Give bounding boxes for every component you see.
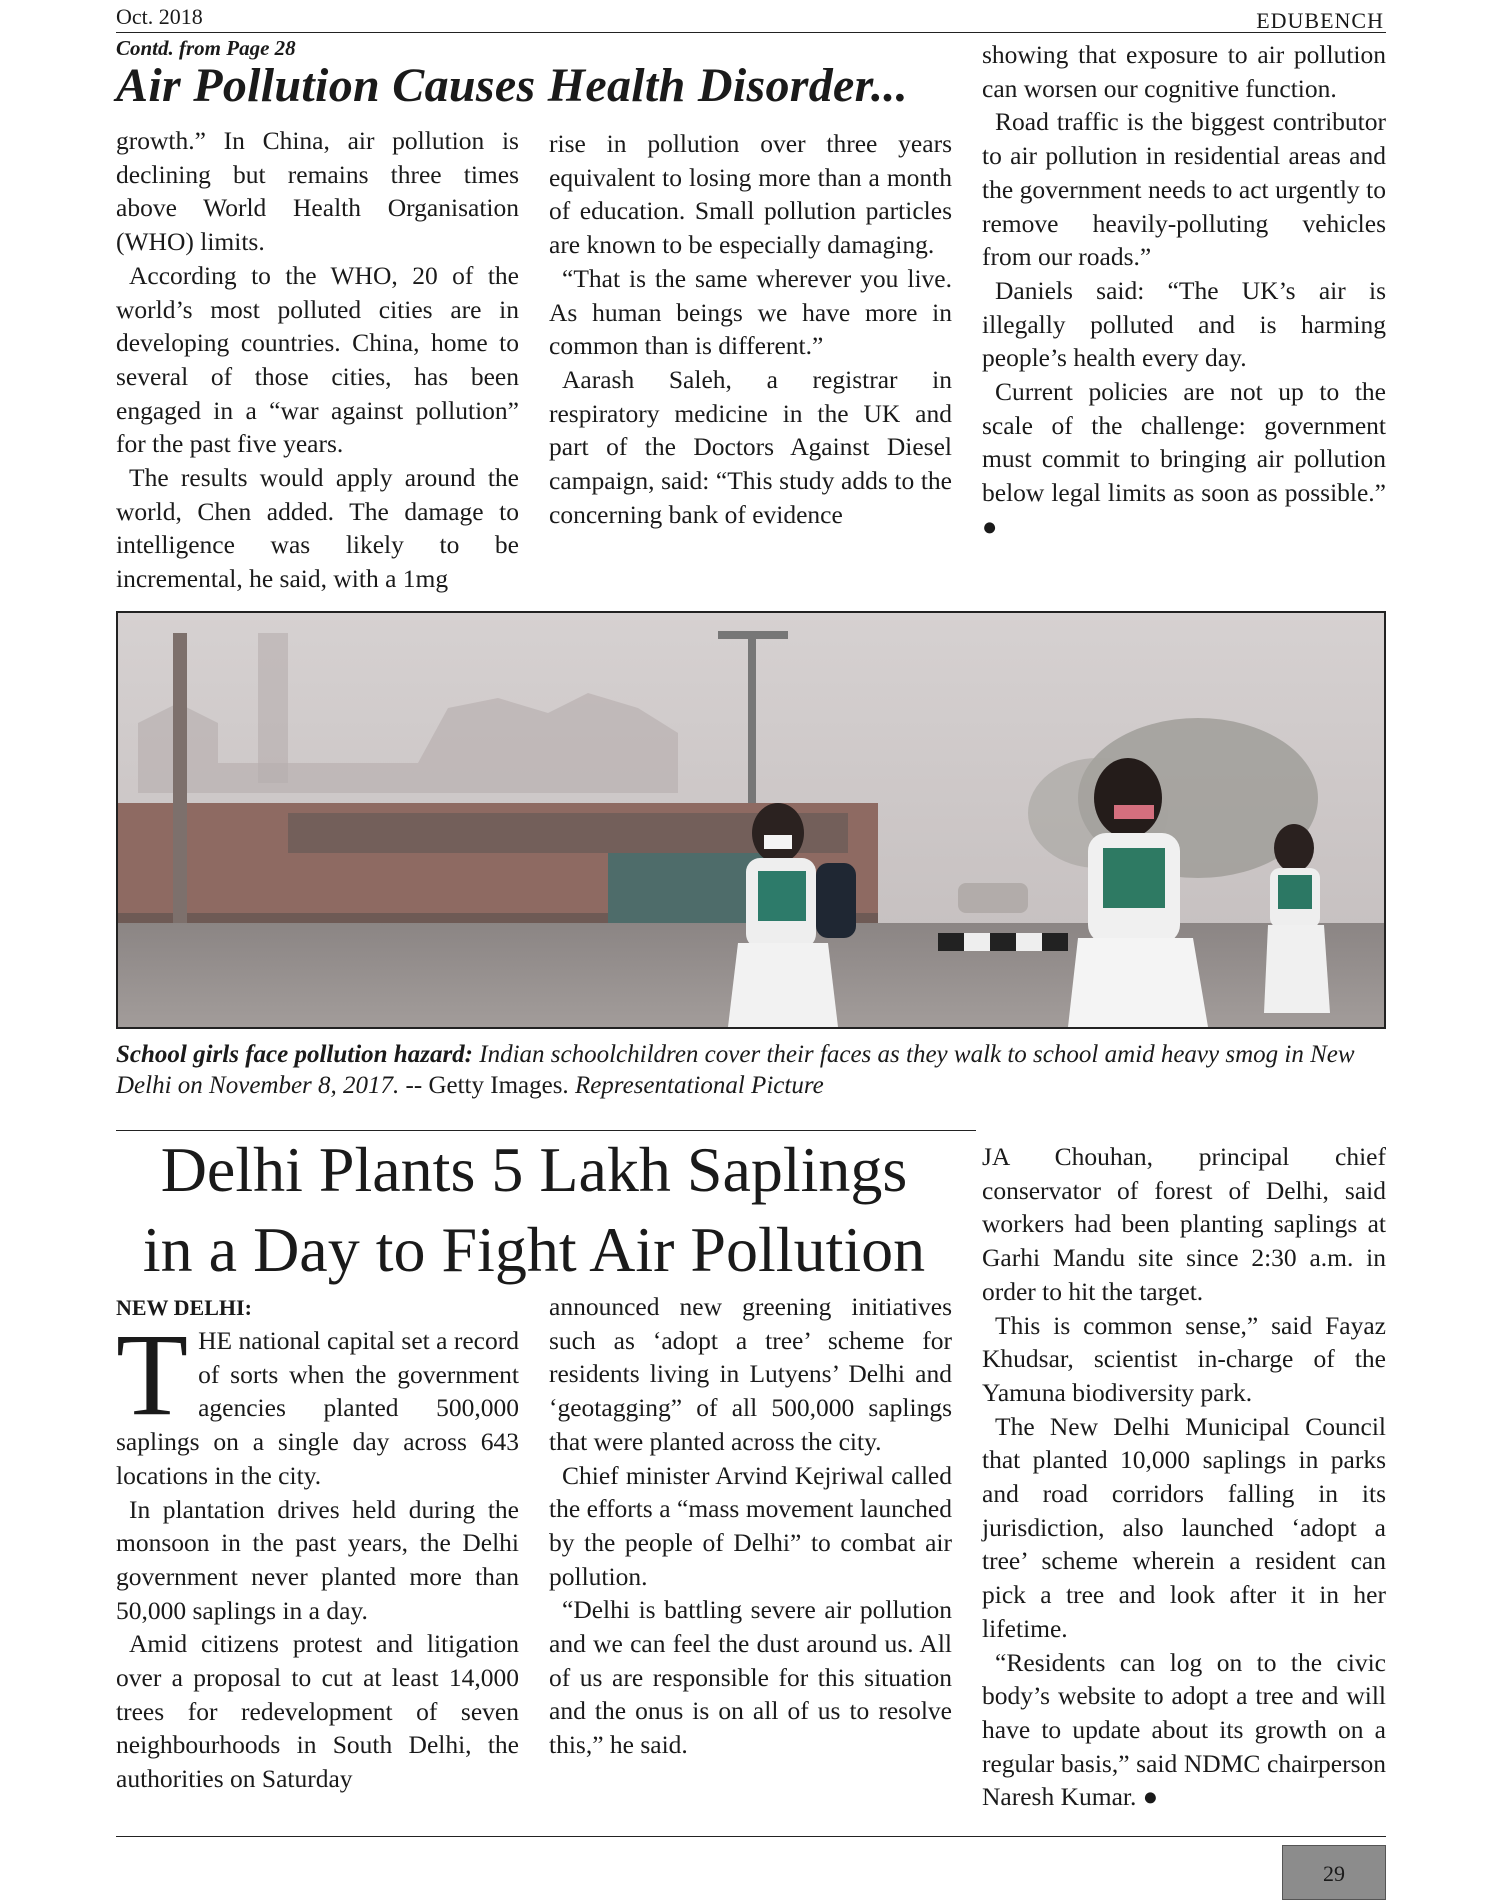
photo-caption	[116, 1040, 1386, 1101]
paragraph: Road traffic is the biggest contributor to air pollution in residential areas and the government needs to act urgently to remove heavily-polluting vehicles from our roads.”	[982, 107, 1386, 272]
paragraph: Current policies are not up to the scale of the challenge: government must commit to bringing air pollution below legal limits as soon as possible.” ●	[982, 377, 1386, 541]
header-rule	[116, 32, 1386, 33]
paragraph: Chief minister Arvind Kejriwal called the efforts a “mass movement launched by the people of Delhi” to combat air pollution.	[549, 1460, 952, 1591]
paragraph	[116, 1309, 519, 1493]
drop-cap: T	[116, 1309, 189, 1440]
caption-note: Representational Picture	[574, 1071, 824, 1099]
caption-title: School girls face pollution hazard:	[116, 1041, 473, 1068]
headline-line-2: in a Day to Fight Air Pollution	[142, 1214, 926, 1285]
paragraph: In plantation drives held during the monsoon in the past years, the Delhi government never planted more than 50,000 saplings in a day.	[116, 1494, 519, 1625]
paragraph: The New Delhi Municipal Council that planted 10,000 saplings in parks and road corridors falling in its jurisdiction, also launched ‘adopt a tree’ scheme wherein a resident can pick a tree and look after it in her lifetime.	[982, 1411, 1386, 1643]
paragraph: announced new greening initiatives such as ‘adopt a tree’ scheme for residents living in Lutyens’ Delhi and ‘geotagging” of all 500,000 saplings that were planted across the city.	[549, 1292, 952, 1456]
article1-column-3	[982, 38, 1386, 544]
article2-column-3	[982, 1140, 1386, 1814]
page-number: 29	[1282, 1845, 1386, 1900]
paragraph: showing that exposure to air pollution can worsen our cognitive function.	[982, 40, 1386, 103]
paragraph: Aarash Saleh, a registrar in respiratory medicine in the UK and part of the Doctors Against Diesel campaign, said: “This study adds to the concerning bank of evidence	[549, 364, 952, 529]
paragraph: rise in pollution over three years equivalent to losing more than a month of education. Small pollution particles are known to be especially damaging.	[549, 129, 952, 260]
dateline: NEW DELHI:	[116, 1295, 252, 1320]
article1-column-2	[549, 127, 952, 531]
issue-date: Oct. 2018	[116, 4, 203, 29]
news-photo	[116, 611, 1386, 1029]
paragraph: The results would apply around the world, Chen added. The damage to intelligence was likely to be incremental, he said, with a 1mg	[116, 463, 519, 594]
headline-line-1: Delhi Plants 5 Lakh Saplings	[160, 1134, 908, 1205]
paragraph: Daniels said: “The UK’s air is illegally polluted and is harming people’s health every day.	[982, 275, 1386, 373]
paragraph: Amid citizens protest and litigation over a proposal to cut at least 14,000 trees for redevelopment of seven neighbourhoods in South Delhi, the authorities on Saturday	[116, 1629, 519, 1794]
paragraph: JA Chouhan, principal chief conservator of forest of Delhi, said workers had been planting saplings at Garhi Mandu site since 2:30 a.m. in order to hit the target.	[982, 1142, 1386, 1306]
publication-name: EDUBENCH	[1256, 8, 1384, 33]
footer-rule	[116, 1836, 1386, 1837]
continued-from-label: Contd. from Page 28	[116, 36, 296, 60]
paragraph: growth.” In China, air pollution is declining but remains three times above World Health Organisation (WHO) limits.	[116, 126, 519, 257]
paragraph: “That is the same wherever you live. As human beings we have more in common than is different.”	[549, 263, 952, 361]
article1-column-1	[116, 124, 519, 596]
article2-column-2	[549, 1290, 952, 1762]
paragraph-text: HE national capital set a record of sorts when the government agencies planted 500,000 saplings on a single day across 643 locations in the city.	[116, 1326, 519, 1490]
paragraph: “Delhi is battling severe air pollution and we can feel the dust around us. All of us are responsible for this situation and the onus is on all of us to resolve this,” he said.	[549, 1595, 952, 1760]
article2-headline	[116, 1130, 952, 1290]
article2-column-1	[116, 1309, 519, 1796]
caption-credit: -- Getty Images.	[399, 1071, 575, 1099]
paragraph: “Residents can log on to the civic body’s website to adopt a tree and will have to update about its growth on a regular basis,” said NDMC chairperson Naresh Kumar. ●	[982, 1647, 1386, 1812]
paragraph: This is common sense,” said Fayaz Khudsar, scientist in-charge of the Yamuna biodiversity park.	[982, 1310, 1386, 1407]
caption-text: Indian schoolchildren cover their faces as they walk to school amid heavy smog in New Delhi on November 8, 2017.	[116, 1041, 1355, 1099]
paragraph: According to the WHO, 20 of the world’s most polluted cities are in developing countries. China, home to several of those cities, has been engaged in a “war against pollution” for the past five years.	[116, 260, 519, 459]
article1-headline: Air Pollution Causes Health Disorder...	[116, 59, 908, 112]
